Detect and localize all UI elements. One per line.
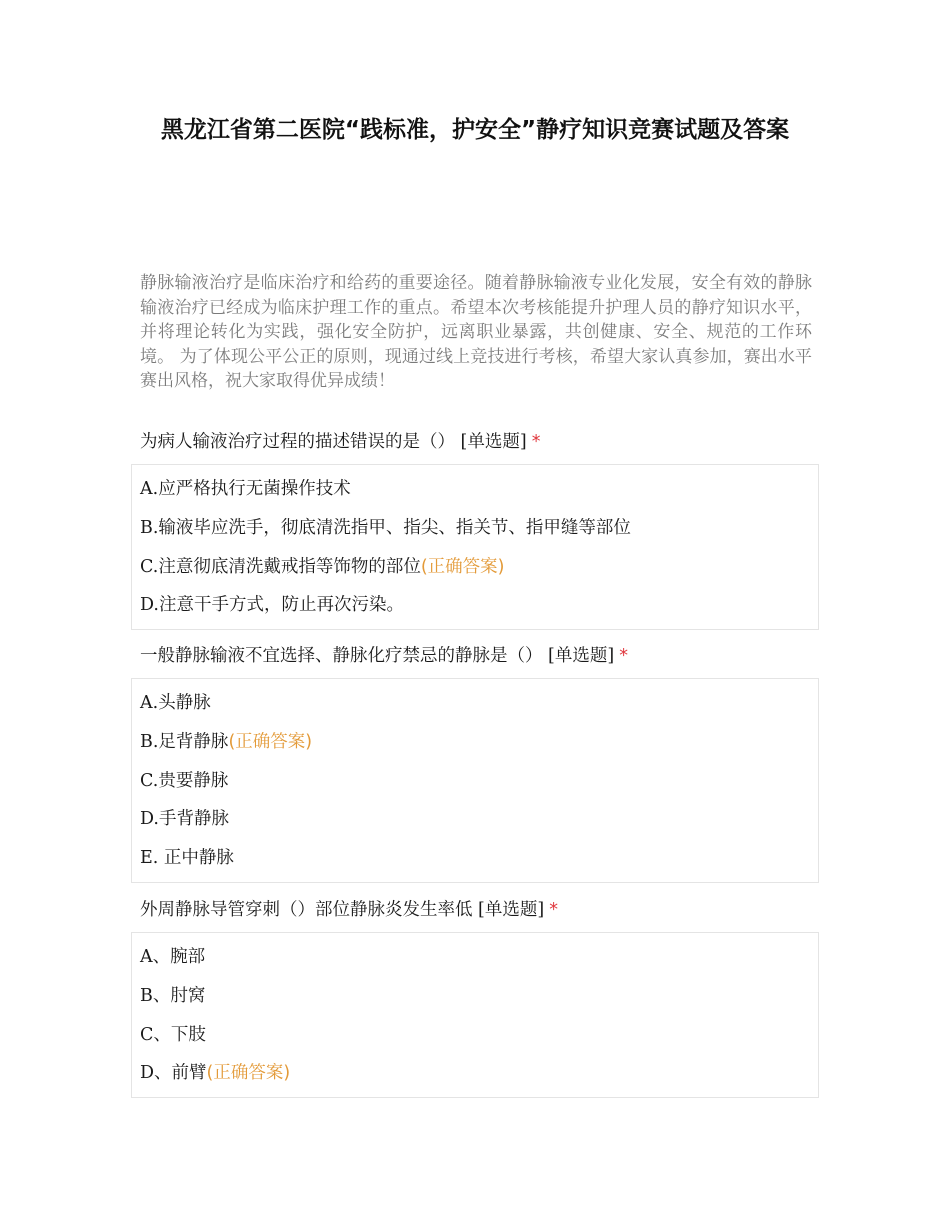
required-mark: * (549, 900, 558, 920)
option-text: C.贵要静脉 (140, 770, 229, 791)
question-2 (131, 643, 819, 883)
option-e[interactable] (140, 839, 810, 878)
option-d[interactable] (140, 800, 810, 839)
option-text: B.足背静脉 (140, 731, 229, 752)
option-a[interactable] (140, 938, 810, 977)
question-title-text: 外周静脉导管穿刺（）部位静脉炎发生率低 [单选题] (140, 900, 545, 920)
option-list (131, 932, 819, 1098)
option-b[interactable] (140, 723, 810, 762)
correct-answer-label: (正确答案) (206, 1063, 291, 1084)
option-text: A.头静脉 (140, 693, 211, 713)
option-a[interactable] (140, 470, 810, 509)
option-text: D.手背静脉 (140, 809, 229, 830)
option-text: B、肘窝 (140, 985, 206, 1006)
question-title (131, 897, 819, 923)
option-list (131, 678, 819, 883)
option-b[interactable] (140, 509, 810, 548)
intro-text: 静脉输液治疗是临床治疗和给药的重要途径。随着静脉输液专业化发展，安全有效的静脉输液治疗已经成为临床护理工作的重点。希望本次考核能提升护理人员的静疗知识水平，并将理论转化为实践，强化安全防护，远离职业暴露，共创健康、安全、规范的工作环境。 为了体现公平公正的原则，现通过线上竞技进行考核，希望大家认真参加，赛出水平赛出风格，祝大家取得优异成绩！ (140, 273, 812, 391)
option-list (131, 464, 819, 630)
question-1 (131, 429, 819, 630)
option-text: B.输液毕应洗手，彻底清洗指甲、指尖、指关节、指甲缝等部位 (140, 517, 631, 538)
option-text: A、腕部 (140, 947, 206, 967)
option-c[interactable] (140, 1016, 810, 1055)
correct-answer-label: (正确答案) (228, 731, 313, 752)
option-text: E. 正中静脉 (140, 848, 234, 869)
question-title-text: 为病人输液治疗过程的描述错误的是（） [单选题] (140, 432, 527, 452)
option-text: D、前臂 (140, 1063, 207, 1084)
correct-answer-label: (正确答案) (420, 556, 505, 577)
option-text: C、下肢 (140, 1024, 206, 1045)
page-title: 黑龙江省第二医院“践标准，护安全”静疗知识竞赛试题及答案 (160, 117, 790, 143)
option-d[interactable] (140, 586, 810, 625)
question-title (131, 643, 819, 669)
option-b[interactable] (140, 977, 810, 1016)
option-text: A.应严格执行无菌操作技术 (140, 479, 351, 499)
question-title-text: 一般静脉输液不宜选择、静脉化疗禁忌的静脉是（） [单选题] (140, 646, 615, 666)
question-3 (131, 897, 819, 1098)
option-c[interactable] (140, 762, 810, 801)
required-mark: * (619, 646, 628, 666)
option-c[interactable] (140, 548, 810, 587)
option-text: D.注意干手方式，防止再次污染。 (140, 595, 404, 616)
option-d[interactable] (140, 1054, 810, 1093)
option-a[interactable] (140, 684, 810, 723)
option-text: C.注意彻底清洗戴戒指等饰物的部位 (140, 556, 421, 577)
question-title (131, 429, 819, 455)
required-mark: * (531, 432, 541, 452)
